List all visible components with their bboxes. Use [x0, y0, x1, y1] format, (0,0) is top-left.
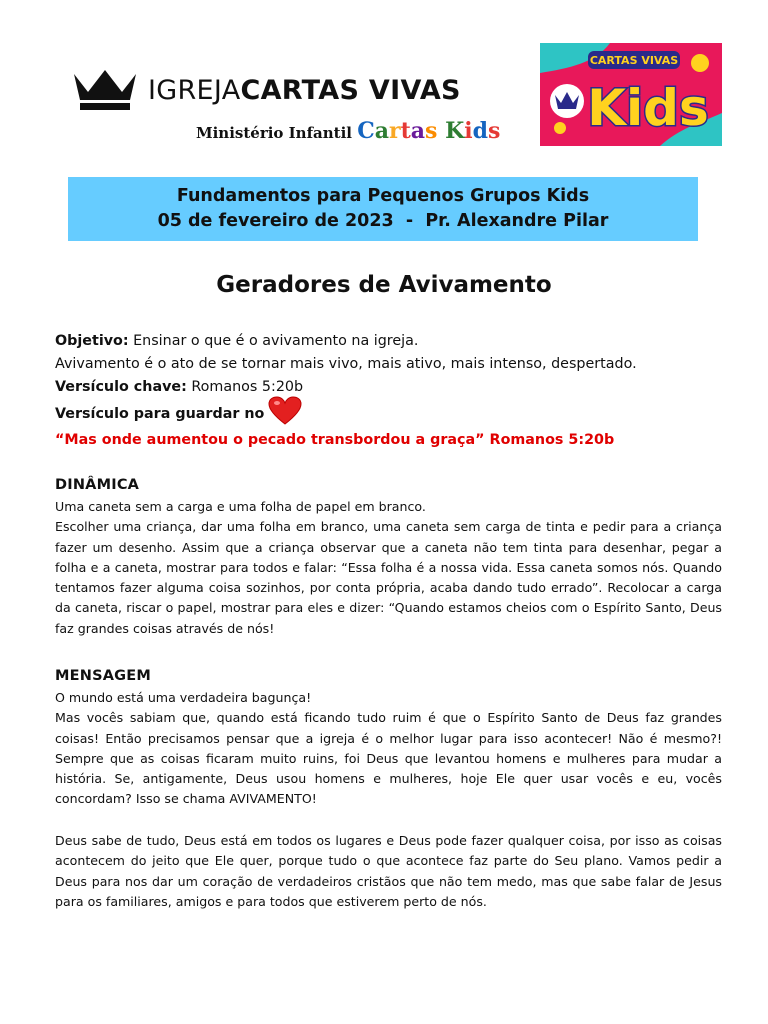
- mensagem-paragraph: O mundo está uma verdadeira bagunça!: [55, 690, 312, 705]
- church-logo: [72, 68, 461, 112]
- memory-verse-line: [55, 399, 723, 429]
- church-name-light: IGREJA: [148, 74, 241, 106]
- page-header: [0, 0, 768, 160]
- info-banner: [68, 177, 698, 241]
- ministry-prefix: Ministério Infantil: [196, 124, 352, 142]
- key-verse-line: [55, 376, 723, 399]
- memory-verse-quote: “Mas onde aumentou o pecado transbordou a graça” Romanos 5:20b: [55, 432, 615, 448]
- closing-paragraph: Deus sabe de tudo, Deus está em todos os lugares e Deus pode fazer qualquer coisa, por isso as coisas acontecem do jeito que Ele quer, porque tudo o que acontece faz parte do Seu plano. Vamos pedir a Deus para nos dar um coração de verdadeiros cristãos que não tem medo, mas que sabe falar de Jesus para os familiares, amigos e para todos que estiverem perto de nós.: [55, 833, 722, 909]
- dinamica-paragraph: Escolher uma criança, dar uma folha em branco, uma caneta sem carga de tinta e pedir para a criança fazer um desenho. Assim que a criança observar que a caneta não tem tinta para desenhar, pegar a folha e a caneta, mostrar para todos e falar: “Essa folha é a nossa vida. Essa caneta somos nós. Quando tentamos fazer alguma coisa sozinhos, por conta própria, acaba dando tudo errado”. Recolocar a carga da caneta, riscar o papel, mostrar para eles e dizer: “Quando estamos cheios com o Espírito Santo, Deus faz grandes coisas através de nós!: [55, 519, 722, 636]
- mensagem-heading: MENSAGEM: [55, 668, 151, 684]
- objective-line: [55, 330, 723, 353]
- banner-line-2: 05 de fevereiro de 2023 - Pr. Alexandre Pilar: [157, 211, 609, 231]
- mensagem-paragraph: Mas vocês sabiam que, quando está ficando tudo ruim é que o Espírito Santo de Deus faz grandes coisas! Então precisamos pensar que a igreja é o melhor lugar para isso acontecer! Não é mesmo?! Sempre que as coisas ficaram muito ruins, foi Deus que levantou homens e mulheres para mudar a história. Se, antigamente, Deus usou homens e mulheres, hoje Ele quer usar vocês e eu, vocês concordam? Isso se chama AVIVAMENTO!: [55, 710, 722, 807]
- banner-line-1: Fundamentos para Pequenos Grupos Kids: [176, 186, 590, 206]
- crown-icon: [72, 68, 138, 112]
- kids-logo: [540, 43, 722, 146]
- kids-logo-main-text: Kids: [587, 79, 709, 137]
- memory-verse-label: Versículo para guardar no: [55, 406, 265, 422]
- dinamica-section: [55, 475, 722, 639]
- church-name: [148, 75, 461, 106]
- objective-text: Ensinar o que é o avivamento na igreja.: [128, 333, 419, 349]
- ministry-line: [196, 118, 500, 144]
- key-verse-text: Romanos 5:20b: [186, 379, 304, 395]
- objective-label: Objetivo:: [55, 333, 129, 349]
- intro-block: [55, 330, 723, 452]
- kids-logo-top-text: CARTAS VIVAS: [589, 54, 679, 67]
- church-name-bold: CARTAS VIVAS: [240, 74, 461, 106]
- ministry-brand: Cartas Kids: [357, 118, 501, 144]
- heart-icon: [268, 396, 302, 426]
- key-verse-label: Versículo chave:: [55, 379, 187, 395]
- closing-section: [55, 831, 722, 912]
- mensagem-section: [55, 666, 722, 810]
- dinamica-heading: DINÂMICA: [55, 477, 140, 493]
- dinamica-paragraph: Uma caneta sem a carga e uma folha de papel em branco.: [55, 499, 426, 514]
- page-title: Geradores de Avivamento: [216, 272, 552, 298]
- definition-line: Avivamento é o ato de se tornar mais vivo, mais ativo, mais intenso, despertado.: [55, 356, 637, 372]
